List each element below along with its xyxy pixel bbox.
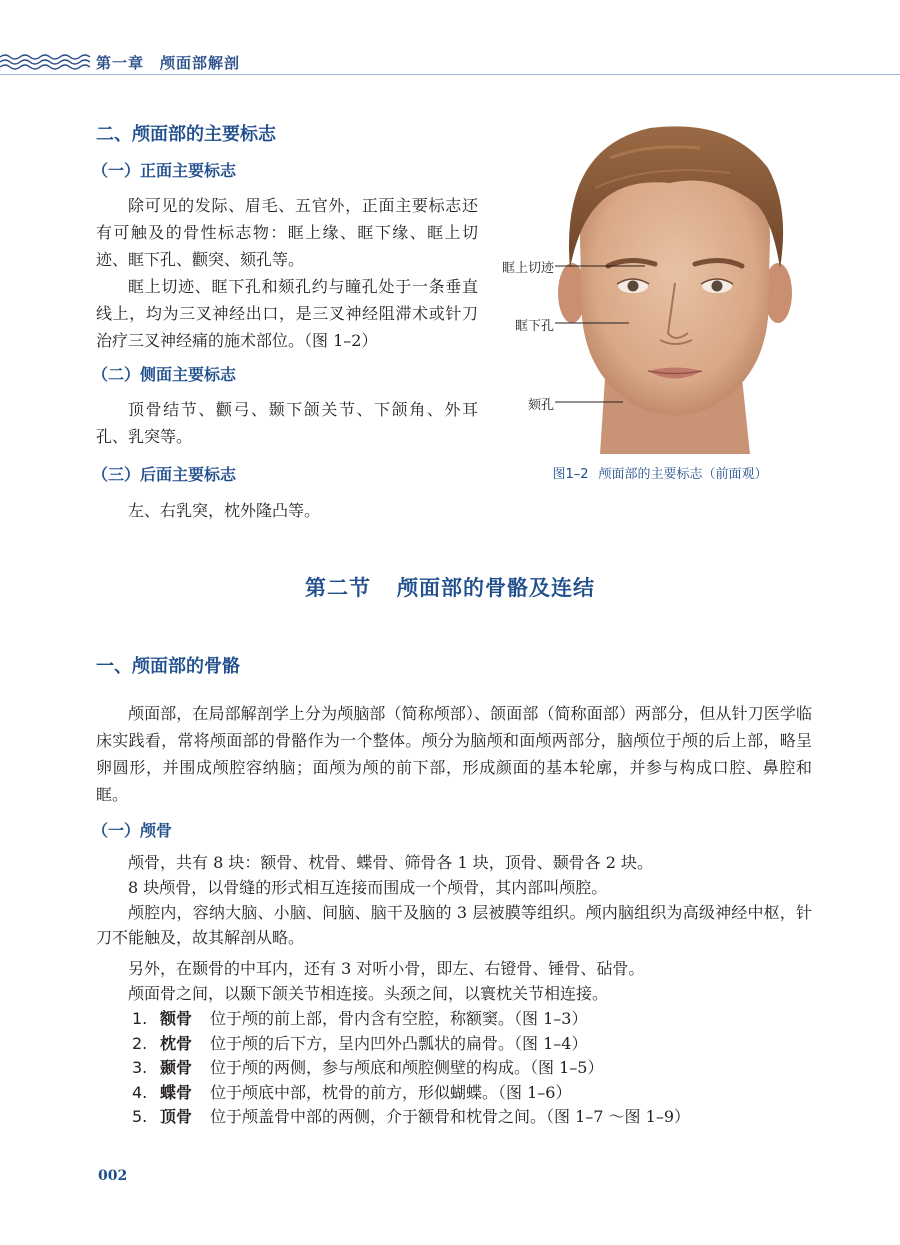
list-item [132, 1007, 812, 1032]
paragraph-intro: 颅面部，在局部解剖学上分为颅脑部（简称颅部）、颌面部（简称面部）两部分，但从针刀医学临床实践看，常将颅面部的骨骼作为一个整体。颅分为脑颅和面颅两部分，脑颅位于颅的后上部，略呈卵圆形，并围成颅腔容纳脑；面颅为颅的前下部，形成颜面的基本轮廓，并参与构成口腔、鼻腔和眶。 [96, 704, 812, 804]
list-item-desc: 位于颅盖骨中部的两侧，介于额骨和枕骨之间。（图 1–7 ～图 1–9） [210, 1107, 690, 1126]
bone-list [132, 1007, 812, 1130]
leader-lines [555, 260, 650, 410]
section-heading-bones: 一、颅面部的骨骼 [96, 656, 240, 677]
subsection-heading-side: （二）侧面主要标志 [92, 365, 237, 384]
list-item-desc: 位于颅的前上部，骨内含有空腔，称额窦。（图 1–3） [210, 1009, 588, 1028]
list-item [132, 1081, 812, 1106]
figure-caption [500, 463, 820, 482]
paragraph: 颅骨，共有 8 块：额骨、枕骨、蝶骨、筛骨各 1 块，顶骨、颞骨各 2 块。 [128, 853, 654, 872]
section-title [0, 572, 900, 602]
section-number: 第二节 [305, 576, 371, 600]
list-item-desc: 位于颅底中部，枕骨的前方，形似蝴蝶。（图 1–6） [210, 1082, 572, 1102]
subsection-heading-back: （三）后面主要标志 [92, 465, 237, 484]
subsection-heading-skull: （一）颅骨 [92, 821, 173, 840]
figure-number: 图1–2 [552, 467, 589, 482]
figure-label-infraorbital-foramen: 眶下孔 [515, 319, 555, 334]
paragraph: 左、右乳突，枕外隆凸等。 [128, 501, 321, 520]
list-item [132, 1056, 812, 1081]
figure-label-mental-foramen: 颏孔 [528, 398, 555, 413]
figure-label-supraorbital-notch: 眶上切迹 [502, 261, 555, 276]
paragraph: 另外，在颞骨的中耳内，还有 3 对听小骨，即左、右镫骨、锤骨、砧骨。 [128, 959, 645, 978]
paragraph: 颅面骨之间，以颞下颌关节相连接。头颈之间，以寰枕关节相连接。 [128, 984, 609, 1003]
list-item [132, 1105, 812, 1130]
wave-ornament-icon [0, 52, 92, 74]
list-item-desc: 位于颅的两侧，参与颅底和颅腔侧壁的构成。（图 1–5） [210, 1058, 604, 1077]
section-name: 颅面部的骨骼及连结 [397, 576, 595, 600]
paragraph: 除可见的发际、眉毛、五官外，正面主要标志还有可触及的骨性标志物：眶上缘、眶下缘、眶上切迹、眶下孔、颧突、颏孔等。 [96, 196, 478, 269]
subsection-heading-front: （一）正面主要标志 [92, 161, 237, 180]
list-item-term: 蝶骨 [160, 1082, 193, 1102]
list-item-number: 3. [132, 1058, 148, 1077]
list-item-term: 额骨 [160, 1009, 193, 1028]
section-heading: 二、颅面部的主要标志 [96, 124, 276, 145]
paragraph: 颅腔内，容纳大脑、小脑、间脑、脑干及脑的 3 层被膜等组织。颅内脑组织为高级神经中枢，针刀不能触及，故其解剖从略。 [96, 903, 812, 947]
paragraph: 8 块颅骨，以骨缝的形式相互连接而围成一个颅骨，其内部叫颅腔。 [128, 878, 608, 897]
paragraph: 眶上切迹、眶下孔和颏孔约与瞳孔处于一条垂直线上，均为三叉神经出口，是三叉神经阻滞术或针刀治疗三叉神经痛的施术部位。（图 1–2） [96, 277, 478, 350]
list-item-number: 2. [132, 1033, 148, 1053]
list-item [132, 1032, 812, 1057]
header-divider [0, 74, 900, 75]
list-item-number: 1. [132, 1009, 148, 1028]
list-item-term: 颞骨 [160, 1058, 193, 1077]
chapter-title: 第一章 颅面部解剖 [96, 54, 241, 72]
list-item-number: 4. [132, 1082, 148, 1102]
page-number: 002 [98, 1168, 128, 1184]
list-item-term: 枕骨 [160, 1033, 193, 1053]
list-item-desc: 位于颅的后下方，呈内凹外凸瓢状的扁骨。（图 1–4） [210, 1033, 588, 1053]
figure-caption-text: 颅面部的主要标志（前面观） [598, 467, 768, 482]
paragraph: 顶骨结节、颧弓、颞下颌关节、下颌角、外耳孔、乳突等。 [96, 400, 478, 446]
list-item-term: 顶骨 [160, 1107, 193, 1126]
list-item-number: 5. [132, 1107, 148, 1126]
page-header [0, 48, 900, 78]
